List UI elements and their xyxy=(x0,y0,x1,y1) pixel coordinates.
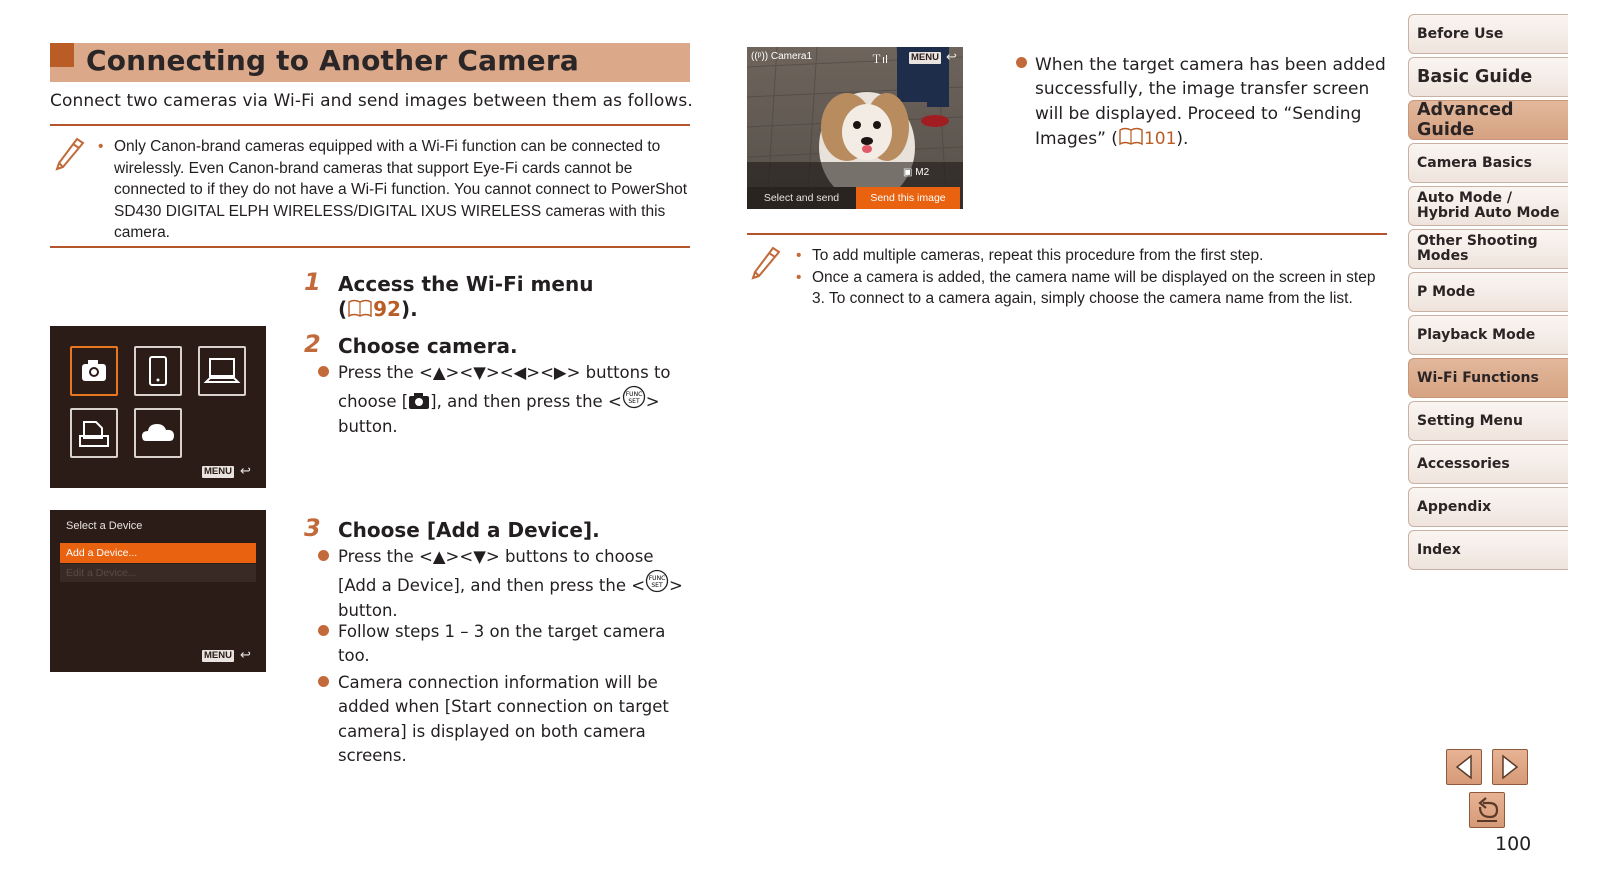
page-reference-link[interactable]: 92 xyxy=(373,297,401,321)
bullet-dot: • xyxy=(796,247,802,264)
next-page-button[interactable] xyxy=(1492,749,1528,785)
note-rule-top xyxy=(747,233,1387,235)
page-title: Connecting to Another Camera xyxy=(86,44,579,77)
up-arrow-icon: ▲ xyxy=(432,363,446,382)
tab-index[interactable]: Index xyxy=(1408,530,1568,570)
select-and-send-button: Select and send xyxy=(747,187,856,209)
page-number: 100 xyxy=(1495,833,1532,855)
note-text: Only Canon-brand cameras equipped with a Wi-Fi function can be connected to wirelessly. Even Canon-brand cameras that support Eye-Fi cards cannot be connected to if they do not have a Wi-Fi function. You cannot connect to PowerShot SD430 DIGITAL ELPH WIRELESS/DIGITAL IXUS WIRELESS cameras with this camera. xyxy=(114,138,688,241)
down-arrow-icon: ▼ xyxy=(473,363,486,382)
menu-badge: MENU xyxy=(204,466,232,477)
pencil-icon xyxy=(53,133,87,171)
text-fragment: > buttons to choose xyxy=(485,547,654,566)
title-marker xyxy=(50,43,74,67)
send-this-image-button: Send this image xyxy=(856,187,960,209)
text-fragment: Press the < xyxy=(338,363,433,382)
step-title-line: Access the Wi-Fi menu xyxy=(338,272,594,296)
camera-icon xyxy=(408,393,430,409)
text-fragment: choose [ xyxy=(338,392,409,412)
text-fragment: ). xyxy=(1176,128,1189,149)
camera-name-label xyxy=(751,51,812,62)
bullet-dot xyxy=(318,550,329,561)
screen-header: Select a Device xyxy=(66,520,143,532)
tab-p-mode[interactable]: P Mode xyxy=(1408,272,1568,312)
tab-basic-guide[interactable]: Basic Guide xyxy=(1408,57,1568,97)
note-item xyxy=(98,136,688,244)
note-text: Once a camera is added, the camera name will be displayed on the screen in step 3. To connect to a camera again, simply choose the camera name from the list. xyxy=(812,268,1376,307)
svg-text:FUNC: FUNC xyxy=(625,391,643,399)
text-fragment: > buttons to xyxy=(566,363,671,382)
intro-text: Connect two cameras via Wi-Fi and send images between them as follows. xyxy=(50,91,693,111)
wifi-menu-screen xyxy=(50,326,266,488)
cloud-icon xyxy=(134,408,182,458)
bullet-dot xyxy=(318,676,329,687)
func-set-icon xyxy=(645,569,669,593)
wifi-signal-icon: ((ᵖ)) xyxy=(751,51,769,62)
tab-wifi-functions[interactable]: Wi-Fi Functions xyxy=(1408,358,1568,398)
svg-text:FUNC: FUNC xyxy=(648,575,666,583)
step-instruction: Follow steps 1 – 3 on the target camera too. xyxy=(338,622,666,666)
text-fragment: ], and then press the < xyxy=(430,392,622,412)
text-fragment: When the target camera has been added successfully, the image transfer screen will be displayed. Proceed to “Sending Images” ( xyxy=(1035,55,1386,149)
tab-playback-mode[interactable]: Playback Mode xyxy=(1408,315,1568,355)
down-arrow-icon: ▼ xyxy=(473,547,486,566)
menu-badge: MENU xyxy=(911,52,939,63)
note-rule-top xyxy=(50,124,690,126)
svg-text:SET: SET xyxy=(628,398,640,406)
text-fragment: button. xyxy=(338,600,398,620)
step-title xyxy=(338,272,688,322)
right-arrow-icon: ▶ xyxy=(553,363,567,382)
tab-camera-basics[interactable]: Camera Basics xyxy=(1408,143,1568,183)
step-number: 2 xyxy=(304,330,321,358)
back-arrow-icon: ↩ xyxy=(946,50,957,65)
edit-device-item: Edit a Device... xyxy=(60,564,256,582)
smartphone-icon xyxy=(134,346,182,396)
page-reference-link[interactable]: 101 xyxy=(1143,128,1177,149)
left-arrow-icon xyxy=(1447,750,1481,784)
text-fragment: button. xyxy=(338,416,398,436)
step-instruction: Press the <▲><▼> buttons to choose [Add a Device], and then press the < FUNC SET > button. xyxy=(338,545,693,623)
step-instruction: Press the <▲><▼><◀><▶> buttons to choose [ ], and then press the < FUNC SET > button. xyxy=(338,361,688,439)
step-number: 1 xyxy=(304,268,321,296)
tab-auto-mode[interactable]: Auto Mode / Hybrid Auto Mode xyxy=(1408,186,1568,226)
right-arrow-icon xyxy=(1493,750,1527,784)
up-arrow-icon: ▲ xyxy=(432,547,446,566)
note-block xyxy=(98,136,688,244)
note-rule-bottom xyxy=(50,246,690,248)
left-arrow-icon: ◀ xyxy=(513,363,527,382)
text-fragment: > xyxy=(669,576,683,596)
text-fragment: M2 xyxy=(915,167,930,178)
func-set-icon xyxy=(622,385,646,409)
computer-icon xyxy=(198,346,246,396)
camera-icon xyxy=(70,346,118,396)
pencil-icon xyxy=(749,242,783,280)
note-item xyxy=(796,267,1386,310)
select-device-screen xyxy=(50,510,266,672)
svg-text:SET: SET xyxy=(651,582,663,590)
previous-page-button[interactable] xyxy=(1446,749,1482,785)
tab-setting-menu[interactable]: Setting Menu xyxy=(1408,401,1568,441)
back-arrow-icon: ↩ xyxy=(240,648,251,663)
step-title: Choose [Add a Device]. xyxy=(338,518,600,542)
bullet-dot: • xyxy=(98,138,104,155)
book-icon xyxy=(1118,126,1144,146)
paren: ). xyxy=(400,297,418,321)
tab-other-shooting-modes[interactable]: Other Shooting Modes xyxy=(1408,229,1568,269)
note-item xyxy=(796,245,1386,267)
text-fragment: > xyxy=(645,392,660,412)
step-instruction: Camera connection information will be added when [Start connection on target camera] is displayed on both camera screens. xyxy=(338,673,669,765)
step-title-ref-line xyxy=(338,297,688,322)
image-size-label: ▣ M2 xyxy=(903,167,930,178)
image-transfer-screen xyxy=(747,47,963,209)
paren: ( xyxy=(338,297,348,321)
signal-strength-icon: Ｔıl xyxy=(871,53,889,66)
note-text: To add multiple cameras, repeat this procedure from the first step. xyxy=(812,247,1264,264)
bullet-dot xyxy=(318,366,329,377)
dog-photo xyxy=(747,47,963,209)
return-button[interactable] xyxy=(1469,792,1505,828)
text-fragment: Press the < xyxy=(338,547,433,566)
tab-appendix[interactable]: Appendix xyxy=(1408,487,1568,527)
menu-badge: MENU xyxy=(204,650,232,661)
tab-accessories[interactable]: Accessories xyxy=(1408,444,1568,484)
transfer-instruction xyxy=(1035,53,1387,151)
book-icon xyxy=(347,298,373,318)
printer-icon xyxy=(70,408,118,458)
text-fragment: Camera1 xyxy=(770,51,813,62)
add-device-item: Add a Device... xyxy=(60,543,256,563)
bullet-dot xyxy=(318,625,329,636)
back-arrow-icon: ↩ xyxy=(240,464,251,479)
tab-before-use[interactable]: Before Use xyxy=(1408,14,1568,54)
note-block xyxy=(796,245,1386,310)
tab-advanced-guide[interactable]: Advanced Guide xyxy=(1408,100,1568,140)
bullet-dot xyxy=(1016,57,1027,68)
step-title: Choose camera. xyxy=(338,334,518,358)
return-icon xyxy=(1470,793,1504,827)
step-number: 3 xyxy=(304,514,321,542)
bullet-dot: • xyxy=(796,268,802,286)
text-fragment: [Add a Device], and then press the < xyxy=(338,576,646,596)
